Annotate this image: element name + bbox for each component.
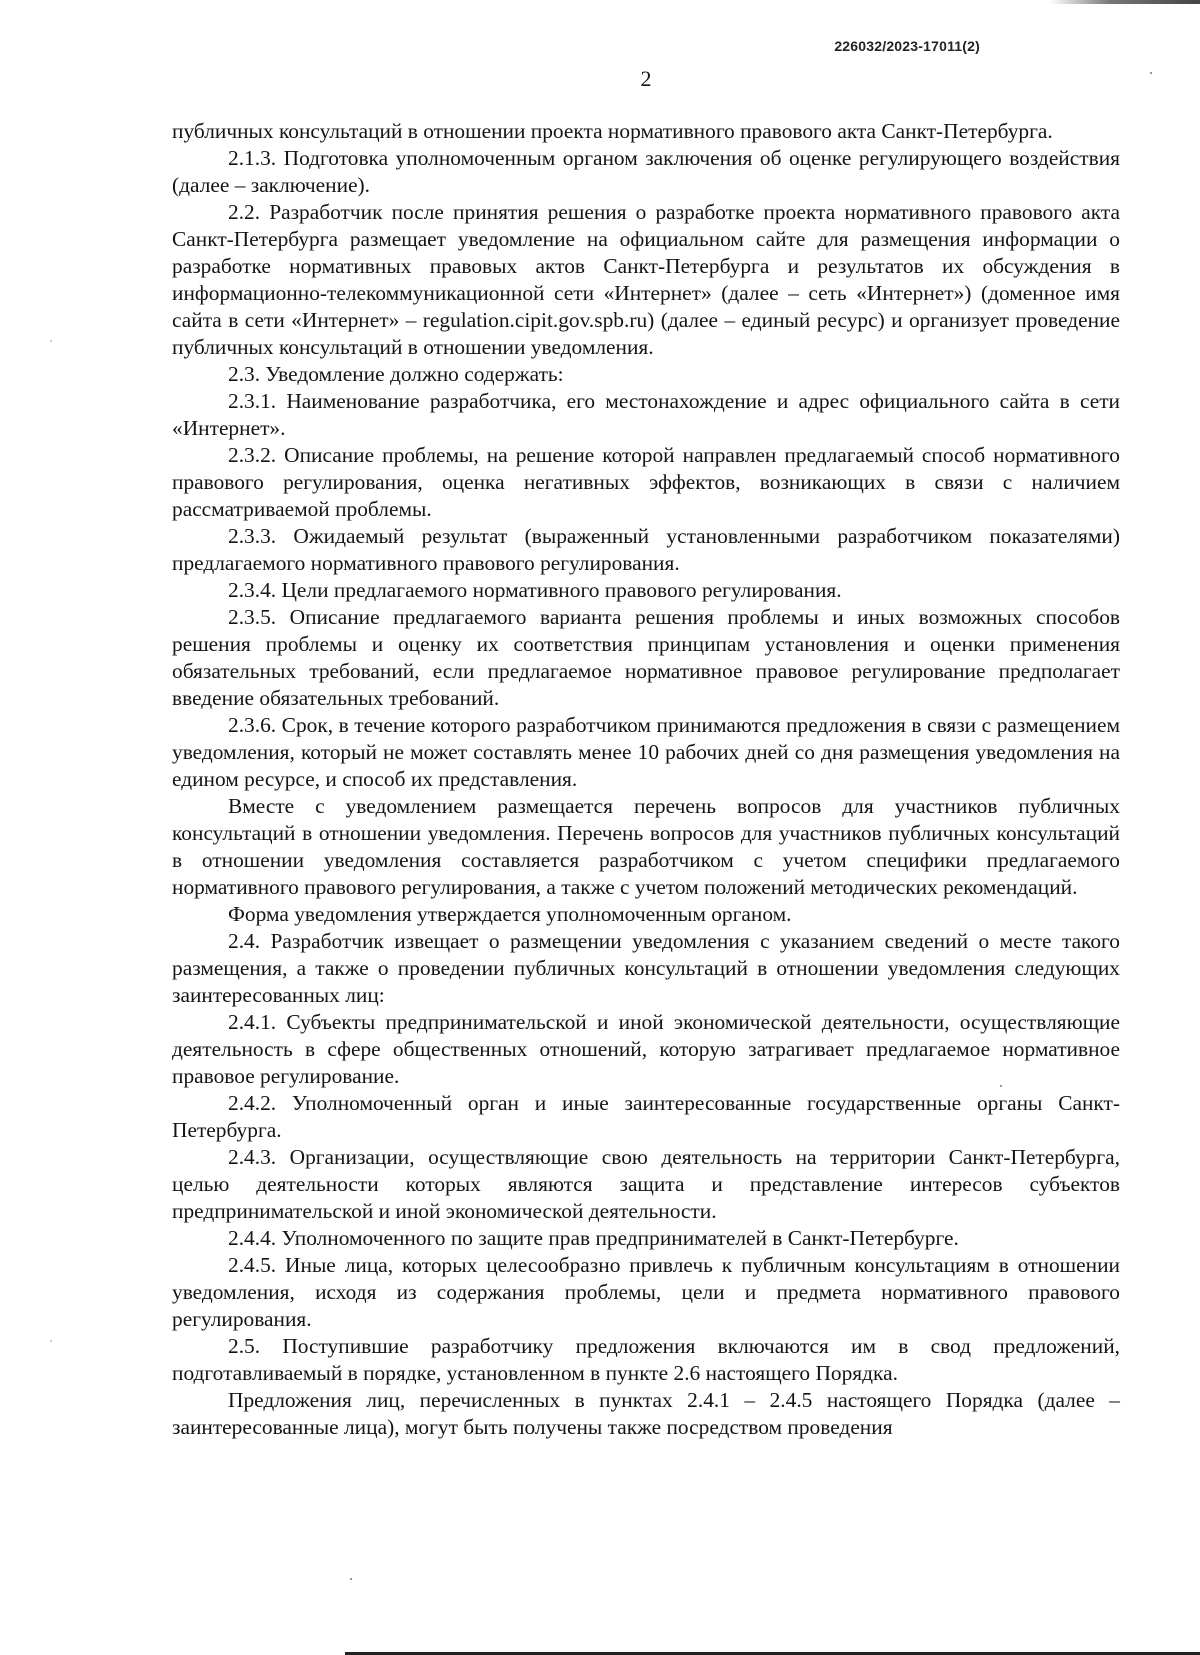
paragraph: 2.3. Уведомление должно содержать: bbox=[228, 362, 564, 386]
paragraph: 2.4.2. Уполномоченный орган и иные заинтересованные государственные органы Санкт-Петербурга. bbox=[172, 1091, 1120, 1142]
scan-speck bbox=[50, 1340, 52, 1342]
paragraph: Форма уведомления утверждается уполномоченным органом. bbox=[228, 902, 792, 926]
paragraph: 2.4. Разработчик извещает о размещении уведомления с указанием сведений о месте такого размещения, а также о проведении публичных консультаций в отношении уведомления следующих заинтересованных лиц: bbox=[172, 929, 1120, 1007]
scan-speck bbox=[350, 1578, 352, 1580]
paragraph: 2.3.3. Ожидаемый результат (выраженный установленными разработчиком показателями) предлагаемого нормативного правового регулирования. bbox=[172, 524, 1120, 575]
scan-speck bbox=[1000, 1085, 1002, 1087]
paragraph: 2.3.5. Описание предлагаемого варианта решения проблемы и иных возможных способов решения проблемы и оценку их соответствия принципам установления и оценки применения обязательных требований, если предлагаемое нормативное правовое регулирование предполагает введение обязательных требований. bbox=[172, 605, 1120, 710]
paragraph: 2.3.4. Цели предлагаемого нормативного правового регулирования. bbox=[228, 578, 842, 602]
document-body bbox=[172, 118, 1120, 1441]
scan-artifact-top bbox=[1050, 0, 1200, 4]
paragraph: 2.4.4. Уполномоченного по защите прав предпринимателей в Санкт-Петербурге. bbox=[228, 1226, 959, 1250]
paragraph: Предложения лиц, перечисленных в пунктах 2.4.1 – 2.4.5 настоящего Порядка (далее – заинтересованные лица), могут быть получены также посредством проведения bbox=[172, 1388, 1120, 1439]
paragraph: 2.2. Разработчик после принятия решения о разработке проекта нормативного правового акта Санкт-Петербурга размещает уведомление на официальном сайте для размещения информации о разработке нормативных правовых актов Санкт-Петербурга и результатов их обсуждения в информационно-телекоммуникационной сети «Интернет» (далее – сеть «Интернет») (доменное имя сайта в сети «Интернет» – regulation.cipit.gov.spb.ru) (далее – единый ресурс) и организует проведение публичных консультаций в отношении уведомления. bbox=[172, 200, 1120, 359]
scan-speck bbox=[50, 340, 52, 342]
paragraph: 2.3.1. Наименование разработчика, его местонахождение и адрес официального сайта в сети «Интернет». bbox=[172, 389, 1120, 440]
paragraph: 2.1.3. Подготовка уполномоченным органом заключения об оценке регулирующего воздействия (далее – заключение). bbox=[172, 146, 1120, 197]
paragraph: публичных консультаций в отношении проекта нормативного правового акта Санкт-Петербурга. bbox=[172, 119, 1053, 143]
paragraph: Вместе с уведомлением размещается перечень вопросов для участников публичных консультаций в отношении уведомления. Перечень вопросов для участников публичных консультаций в отношении уведомления составляется разработчиком с учетом специфики предлагаемого нормативного правового регулирования, а также с учетом положений методических рекомендаций. bbox=[172, 794, 1120, 899]
paragraph: 2.3.2. Описание проблемы, на решение которой направлен предлагаемый способ нормативного правового регулирования, оценка негативных эффектов, возникающих в связи с наличием рассматриваемой проблемы. bbox=[172, 443, 1120, 521]
paragraph: 2.4.5. Иные лица, которых целесообразно привлечь к публичным консультациям в отношении уведомления, исходя из содержания проблемы, цели и предмета нормативного правового регулирования. bbox=[172, 1253, 1120, 1331]
paragraph: 2.4.3. Организации, осуществляющие свою деятельность на территории Санкт-Петербурга, целью деятельности которых являются защита и представление интересов субъектов предпринимательской и иной экономической деятельности. bbox=[172, 1145, 1120, 1223]
paragraph: 2.5. Поступившие разработчику предложения включаются им в свод предложений, подготавливаемый в порядке, установленном в пункте 2.6 настоящего Порядка. bbox=[172, 1334, 1120, 1385]
paragraph: 2.3.6. Срок, в течение которого разработчиком принимаются предложения в связи с размещением уведомления, который не может составлять менее 10 рабочих дней со дня размещения уведомления на едином ресурсе, и способ их представления. bbox=[172, 713, 1120, 791]
paragraph: 2.4.1. Субъекты предпринимательской и иной экономической деятельности, осуществляющие деятельность в сфере общественных отношений, которую затрагивает предлагаемое нормативное правовое регулирование. bbox=[172, 1010, 1120, 1088]
scan-speck bbox=[1150, 72, 1152, 74]
document-registration-number: 226032/2023-17011(2) bbox=[834, 38, 980, 54]
page-number: 2 bbox=[640, 66, 652, 91]
